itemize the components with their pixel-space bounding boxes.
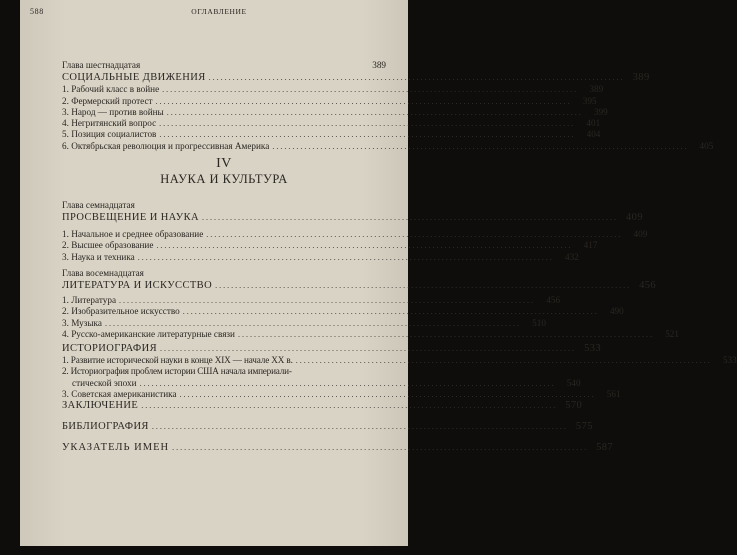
page-ref: 399 [593,106,608,117]
page-ref: 587 [596,442,614,453]
toc-entry[interactable]: 3. Народ — против войны ........................................................................................................ 399 [62,106,608,117]
toc-entry[interactable]: БИБЛИОГРАФИЯ ........................................................................................................ 575 [62,421,593,432]
toc-entry[interactable]: 1. Рабочий класс в войне ........................................................................................................ 389 [62,84,604,95]
page-ref: 570 [565,400,583,411]
toc-entry[interactable]: 3. Наука и техника ........................................................................................................ 432 [62,251,579,262]
book-page [20,0,737,546]
toc-entry[interactable]: 6. Октябрьская революция и прогрессивная Америка ........................................................................................................ 405 [62,140,714,151]
page-ref: 561 [606,388,621,399]
running-header [30,5,408,19]
toc-entry[interactable]: ЗАКЛЮЧЕНИЕ ........................................................................................................ 570 [62,400,583,411]
page-ref: 432 [564,251,579,262]
page-ref: 404 [586,129,601,140]
page-ref: 575 [575,421,593,432]
toc-entry[interactable]: ИСТОРИОГРАФИЯ ........................................................................................................ 533 [62,343,602,354]
chapter-label: Глава восемнадцатая [62,268,144,278]
page-ref: 456 [639,280,657,291]
section-title: ЗАКЛЮЧЕНИЕ [62,400,139,411]
section-title: БИБЛИОГРАФИЯ [62,421,149,432]
toc-entry[interactable]: 5. Позиция социалистов ........................................................................................................ 404 [62,129,601,140]
page-ref: 401 [586,118,601,129]
page-ref: 409 [626,212,643,223]
chapter-18 [62,268,679,340]
page-ref: 456 [546,295,561,305]
chapter-label: Глава семнадцатая [62,200,135,210]
page-ref: 510 [532,317,546,328]
section-title: УКАЗАТЕЛЬ ИМЕН [62,442,170,453]
page-ref: 409 [633,229,648,239]
historiography-section [62,342,737,400]
toc-entry[interactable]: 2. Фермерский протест ........................................................................................................ 395 [62,95,597,106]
chapter-title: СОЦИАЛЬНЫЕ ДВИЖЕНИЯ [62,72,206,84]
page-ref: 490 [609,306,624,317]
part-title: НАУКА И КУЛЬТУРА [160,172,288,186]
toc-entry[interactable]: 1. Начальное и среднее образование ........................................................................................................ 409 [62,229,648,239]
toc-entry[interactable]: 2. Изобразительное искусство ........................................................................................................ 490 [62,306,624,317]
page-ref: 389 [372,60,386,70]
page-ref: 395 [582,95,597,106]
toc-entry[interactable]: 1. Литература ........................................................................................................ 456 [62,295,561,305]
toc-entry[interactable] [62,60,386,71]
chapter-label: Глава шестнадцатая [62,60,141,70]
toc-entry[interactable]: 4. Негритянский вопрос ........................................................................................................ 401 [62,118,601,129]
toc-entry[interactable]: 2. Историография проблем истории США начала империали- стической эпохи ........................................................................................................ 540 [62,366,581,388]
part-numeral: IV [216,156,232,171]
page-number: 588 [30,7,44,16]
chapter-17 [62,200,648,263]
page-ref: 417 [583,240,598,251]
page-ref: 533 [584,343,602,354]
page-ref: 405 [699,140,714,151]
page-ref: 521 [665,328,679,339]
toc-entry[interactable]: 4. Русско-американские литературные связи ........................................................................................................ 521 [62,328,679,339]
part-heading [62,156,386,187]
page-ref: 533 [722,355,737,365]
chapter-title: ПРОСВЕЩЕНИЕ И НАУКА [62,212,199,223]
page-ref: 540 [566,377,581,388]
toc-entry[interactable]: УКАЗАТЕЛЬ ИМЕН ........................................................................................................ 587 [62,442,614,453]
toc-entry[interactable]: 3. Советская американистика ........................................................................................................ 561 [62,388,621,399]
toc-entry[interactable]: ЛИТЕРАТУРА И ИСКУССТВО ........................................................................................................ 456 [62,280,657,291]
chapter-title: ЛИТЕРАТУРА И ИСКУССТВО [62,280,213,291]
toc-entry[interactable]: 1. Развитие исторической науки в конце XIX — начале XX в. ........................................................................................................ 533 [62,355,737,365]
page-ref: 389 [589,84,604,95]
running-title: ОГЛАВЛЕНИЕ [191,7,247,16]
chapter-16 [62,60,714,152]
toc-entry[interactable]: СОЦИАЛЬНЫЕ ДВИЖЕНИЯ ........................................................................................................ 389 [62,72,650,84]
section-title: ИСТОРИОГРАФИЯ [62,343,158,354]
toc-entry[interactable]: 2. Высшее образование ........................................................................................................ 417 [62,240,598,251]
page-ref: 389 [632,72,650,84]
toc-entry[interactable]: 3. Музыка ........................................................................................................ 510 [62,317,546,328]
toc-entry[interactable]: ПРОСВЕЩЕНИЕ И НАУКА ........................................................................................................ 409 [62,212,643,223]
